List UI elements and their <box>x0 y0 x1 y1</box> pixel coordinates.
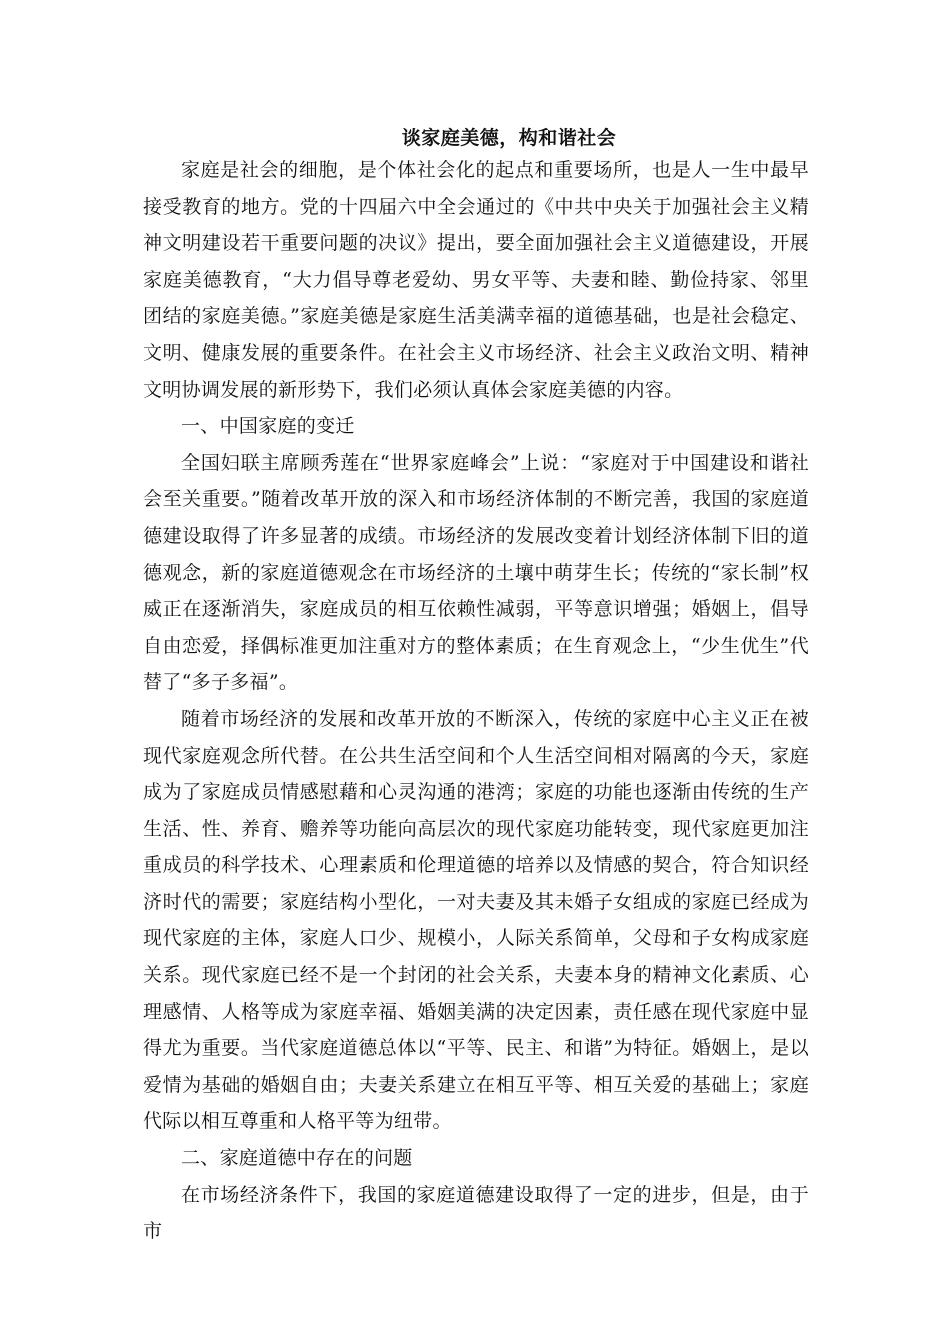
section-heading-2: 二、家庭道德中存在的问题 <box>181 1147 413 1170</box>
section-heading-1: 一、中国家庭的变迁 <box>181 415 355 438</box>
body-paragraph: 在市场经济条件下，我国的家庭道德建设取得了一定的进步，但是，由于市 <box>143 1183 809 1243</box>
document-body <box>143 124 809 1250</box>
body-paragraph: 随着市场经济的发展和改革开放的不断深入，传统的家庭中心主义正在被现代家庭观念所代替。在公共生活空间和个人生活空间相对隔离的今天，家庭成为了家庭成员情感慰藉和心灵沟通的港湾；家庭的功能也逐渐由传统的生产生活、性、养育、赡养等功能向高层次的现代家庭功能转变，现代家庭更加注重成员的科学技术、心理素质和伦理道德的培养以及情感的契合，符合知识经济时代的需要；家庭结构小型化，一对夫妻及其未婚子女组成的家庭已经成为现代家庭的主体，家庭人口少、规模小，人际关系简单，父母和子女构成家庭关系。现代家庭已经不是一个封闭的社会关系，夫妻本身的精神文化素质、心理感情、人格等成为家庭幸福、婚姻美满的决定因素，责任感在现代家庭中显得尤为重要。当代家庭道德总体以“平等、民主、和谐”为特征。婚姻上，是以爱情为基础的婚姻自由；夫妻关系建立在相互平等、相互关爱的基础上；家庭代际以相互尊重和人格平等为纽带。 <box>143 707 809 1133</box>
document-title: 谈家庭美德，构和谐社会 <box>401 127 617 149</box>
intro-paragraph: 家庭是社会的细胞，是个体社会化的起点和重要场所，也是人一生中最早接受教育的地方。党的十四届六中全会通过的《中共中央关于加强社会主义精神文明建设若干重要问题的决议》提出，要全面加强社会主义道德建设，开展家庭美德教育，“大力倡导尊老爱幼、男女平等、夫妻和睦、勤俭持家、邻里团结的家庭美德。”家庭美德是家庭生活美满幸福的道德基础，也是社会稳定、文明、健康发展的重要条件。在社会主义市场经济、社会主义政治文明、精神文明协调发展的新形势下，我们必须认真体会家庭美德的内容。 <box>143 159 809 401</box>
body-paragraph: 全国妇联主席顾秀莲在“世界家庭峰会”上说：“家庭对于中国建设和谐社会至关重要。”随着改革开放的深入和市场经济体制的不断完善，我国的家庭道德建设取得了许多显著的成绩。市场经济的发展改变着计划经济体制下旧的道德观念，新的家庭道德观念在市场经济的土壤中萌芽生长；传统的“家长制”权威正在逐渐消失，家庭成员的相互依赖性减弱，平等意识增强；婚姻上，倡导自由恋爱，择偶标准更加注重对方的整体素质；在生育观念上，“少生优生”代替了“多子多福”。 <box>143 451 809 694</box>
